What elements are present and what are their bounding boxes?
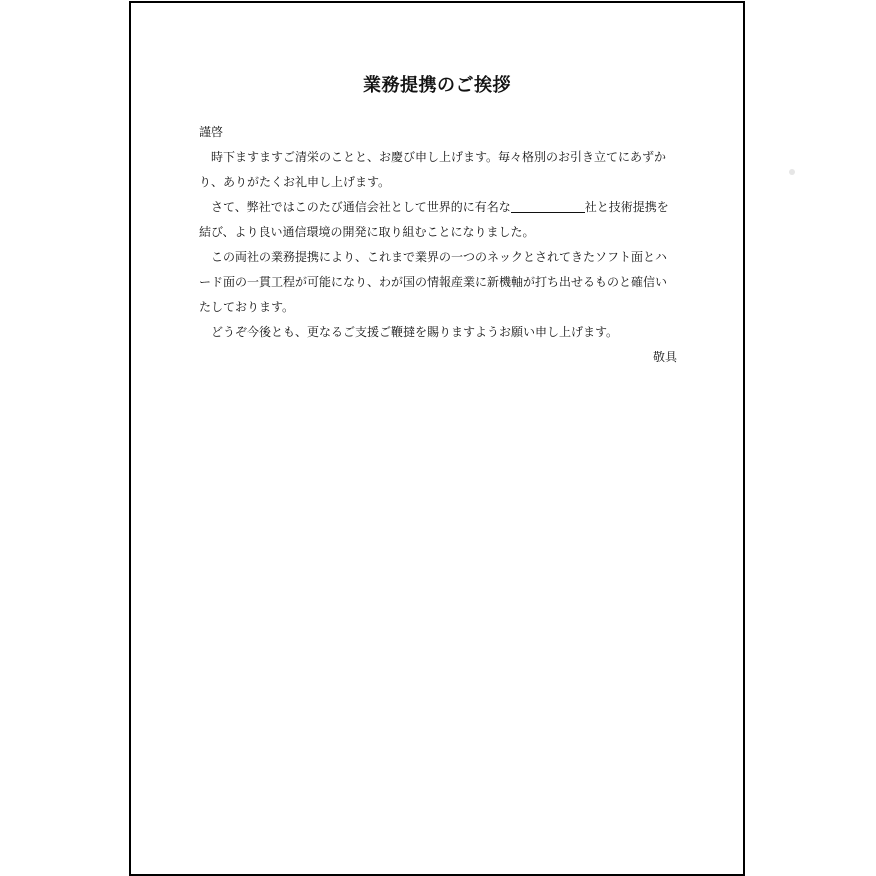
closing: 敬具 (652, 350, 677, 364)
paragraph-announcement (199, 195, 677, 245)
document-page (129, 1, 745, 876)
letter-body (199, 120, 677, 370)
paragraph-request: どうぞ今後とも、更なるご支援ご鞭撻を賜りますようお願い申し上げます。 (211, 325, 619, 339)
paragraph-partnership: この両社の業務提携により、これまで業界の一つのネックとされてきたソフト面とハード面の一貫工程が可能になり、わが国の情報産業に新機軸が打ち出せるものと確信いたしております。 (199, 250, 668, 314)
paragraph-announcement-before: さて、弊社ではこのたび通信会社として世界的に有名な (211, 200, 511, 214)
paragraph-greeting: 時下ますますご清栄のことと、お慶び申し上げます。毎々格別のお引き立てにあずかり、ありがたくお礼申し上げます。 (199, 150, 667, 189)
scan-speck (789, 169, 795, 175)
company-name-blank (511, 198, 585, 213)
document-title: 業務提携のご挨拶 (363, 75, 511, 96)
salutation: 謹啓 (199, 125, 224, 139)
paragraph-announcement-after: 社と技術提携を結び、より良い通信環境の開発に取り組むことになりました。 (199, 200, 669, 239)
